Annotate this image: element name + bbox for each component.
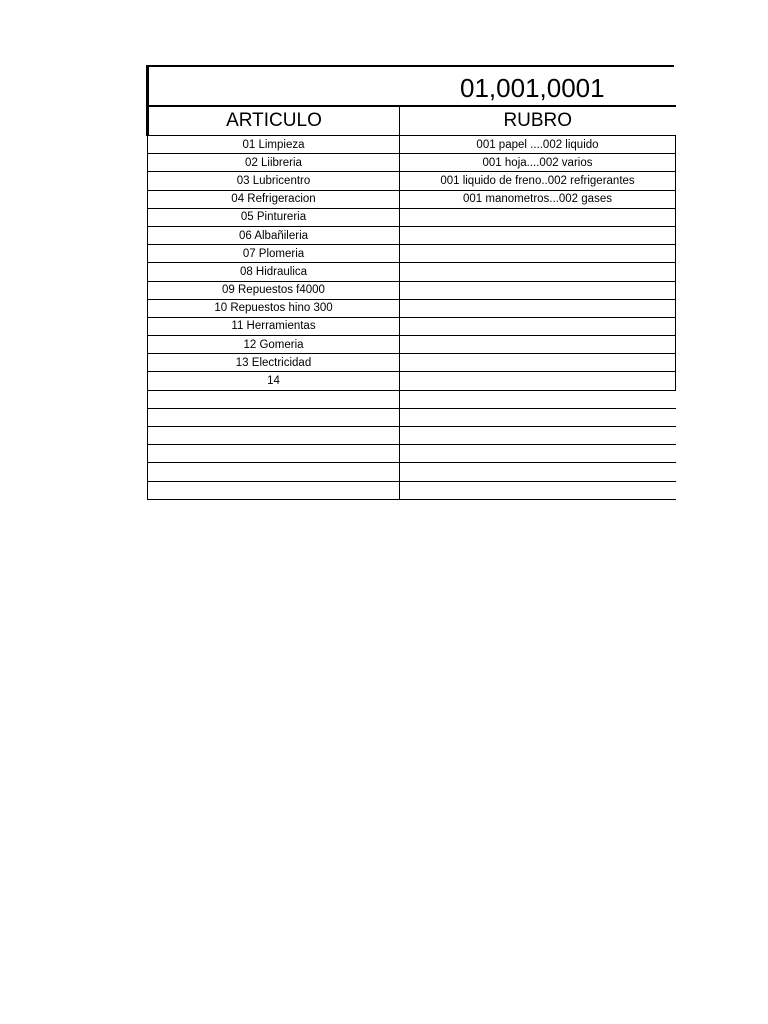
articulo-cell: 09 Repuestos f4000 <box>148 281 400 299</box>
rubro-cell: 001 liquido de freno..002 refrigerantes <box>400 172 676 190</box>
articulo-cell <box>148 481 400 499</box>
articulo-cell: 02 Liibreria <box>148 154 400 172</box>
table-row <box>148 354 676 372</box>
table-row <box>148 299 676 317</box>
articles-table <box>146 105 676 500</box>
articulo-cell: 05 Pintureria <box>148 208 400 226</box>
rubro-cell <box>400 445 676 463</box>
rubro-cell: 001 manometros...002 gases <box>400 190 676 208</box>
articulo-cell: 12 Gomeria <box>148 336 400 354</box>
articulo-cell <box>148 445 400 463</box>
table-row <box>148 390 676 408</box>
spreadsheet <box>146 65 674 500</box>
code-title-row <box>146 65 674 105</box>
rubro-cell <box>400 245 676 263</box>
rubro-cell: 001 papel ....002 liquido <box>400 136 676 154</box>
table-row <box>148 226 676 244</box>
articulo-cell: 13 Electricidad <box>148 354 400 372</box>
rubro-cell <box>400 463 676 481</box>
rubro-cell <box>400 317 676 335</box>
articulo-cell: 06 Albañileria <box>148 226 400 244</box>
table-row <box>148 281 676 299</box>
articulo-cell: 04 Refrigeracion <box>148 190 400 208</box>
table-row <box>148 263 676 281</box>
rubro-cell <box>400 408 676 426</box>
rubro-cell <box>400 226 676 244</box>
articulo-cell <box>148 390 400 408</box>
table-row <box>148 317 676 335</box>
articulo-cell: 07 Plomeria <box>148 245 400 263</box>
header-articulo: ARTICULO <box>148 106 400 136</box>
rubro-cell <box>400 299 676 317</box>
table-row <box>148 245 676 263</box>
articulo-cell: 11 Herramientas <box>148 317 400 335</box>
header-row <box>148 106 676 136</box>
table-row <box>148 190 676 208</box>
rubro-cell <box>400 481 676 499</box>
articulo-cell: 10 Repuestos hino 300 <box>148 299 400 317</box>
header-rubro: RUBRO <box>400 106 676 136</box>
rubro-cell <box>400 208 676 226</box>
articulo-cell <box>148 408 400 426</box>
table-row <box>148 154 676 172</box>
articulo-cell <box>148 463 400 481</box>
rubro-cell <box>400 281 676 299</box>
articulo-cell: 08 Hidraulica <box>148 263 400 281</box>
table-row <box>148 136 676 154</box>
rubro-cell <box>400 372 676 390</box>
table-row <box>148 408 676 426</box>
rubro-cell: 001 hoja....002 varios <box>400 154 676 172</box>
articulo-cell: 03 Lubricentro <box>148 172 400 190</box>
table-row <box>148 481 676 499</box>
table-row <box>148 336 676 354</box>
rubro-cell <box>400 390 676 408</box>
table-row <box>148 427 676 445</box>
rubro-cell <box>400 427 676 445</box>
table-row <box>148 208 676 226</box>
code-title: 01,001,0001 <box>460 73 605 103</box>
table-row <box>148 445 676 463</box>
table-row <box>148 463 676 481</box>
articulo-cell <box>148 427 400 445</box>
articulo-cell: 14 <box>148 372 400 390</box>
rubro-cell <box>400 263 676 281</box>
rubro-cell <box>400 336 676 354</box>
rubro-cell <box>400 354 676 372</box>
articulo-cell: 01 Limpieza <box>148 136 400 154</box>
table-row <box>148 172 676 190</box>
table-row <box>148 372 676 390</box>
